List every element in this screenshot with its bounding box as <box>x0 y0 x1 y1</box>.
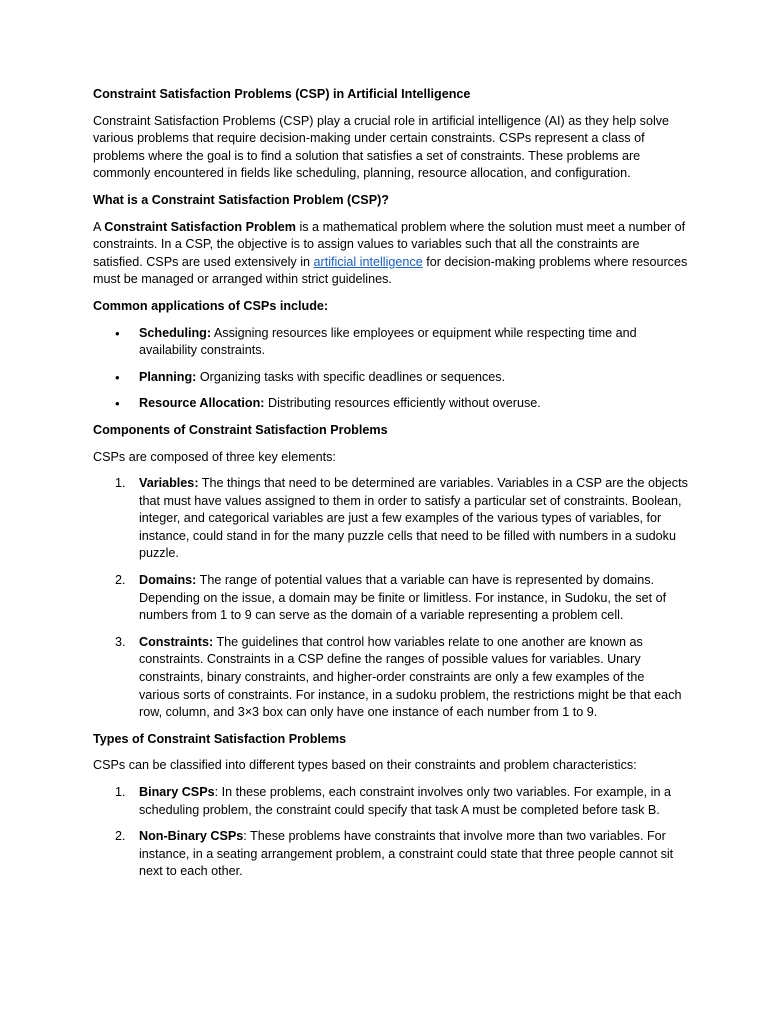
item-text: The things that need to be determined are variables. Variables in a CSP are the objects that must have values assigned to them in order to satisfy a particular set of constraints. Boolean, integer, and categorical variables are just a few examples of the various types of variables, for instance, could stand in for the many puzzle cells that need to be filled with numbers in a sudoku puzzle. <box>139 476 688 561</box>
section-heading-what-is-csp: What is a Constraint Satisfaction Problem (CSP)? <box>93 192 389 207</box>
list-item <box>93 369 688 387</box>
item-term: Binary CSPs <box>139 785 215 799</box>
item-text: Assigning resources like employees or equipment while respecting time and availability constraints. <box>139 325 637 358</box>
item-term: Resource Allocation: <box>139 396 265 411</box>
item-number: 1. <box>115 785 126 799</box>
components-intro: CSPs are composed of three key elements: <box>93 449 336 464</box>
list-item <box>93 784 688 819</box>
item-text: : These problems have constraints that involve more than two variables. For instance, in a seating arrangement problem, a constraint could state that three people cannot sit next to each other. <box>139 829 674 879</box>
bullet-icon: • <box>115 369 120 385</box>
item-term: Domains: <box>139 573 197 588</box>
item-number: 2. <box>115 829 126 844</box>
list-item <box>93 634 688 722</box>
item-term: Planning: <box>139 369 197 384</box>
types-list <box>93 784 688 881</box>
csp-definition-paragraph <box>93 219 688 289</box>
document-title: Constraint Satisfaction Problems (CSP) in Artificial Intelligence <box>93 87 471 101</box>
definition-text: is a mathematical problem where the solution must meet a number of constraints. In a CSP, the objective is to assign values to variables such that all the constraints are satisfied. CSPs are used extensively in <box>93 219 686 269</box>
list-item <box>93 475 688 563</box>
item-text: : In these problems, each constraint involves only two variables. For example, in a scheduling problem, the constraint could specify that task A must be completed before task B. <box>139 785 671 817</box>
item-term: Non-Binary CSPs <box>139 829 244 844</box>
list-item <box>93 395 688 413</box>
components-list <box>93 475 688 722</box>
section-heading-types: Types of Constraint Satisfaction Problems <box>93 731 347 746</box>
list-item <box>93 325 688 360</box>
item-term: Scheduling: <box>139 325 212 340</box>
item-number: 2. <box>115 573 126 588</box>
list-item <box>93 572 688 625</box>
artificial-intelligence-link[interactable]: artificial intelligence <box>313 254 423 269</box>
bullet-icon: • <box>115 396 120 412</box>
item-text: Distributing resources efficiently without overuse. <box>264 396 541 411</box>
item-number: 3. <box>115 634 126 649</box>
definition-prefix: A <box>93 219 105 234</box>
item-text: The range of potential values that a variable can have is represented by domains. Depending on the issue, a domain may be finite or limitless. For instance, in Sudoku, the set of numbers from 1 to 9 can serve as the domain of a variable representing a problem cell. <box>139 573 667 623</box>
intro-paragraph: Constraint Satisfaction Problems (CSP) play a crucial role in artificial intelligence (AI) as they help solve various problems that require decision-making under certain constraints. CSPs represent a class of problems where the goal is to find a solution that satisfies a set of constraints. These problems are commonly encountered in fields like scheduling, planning, resource allocation, and configuration. <box>93 113 670 181</box>
item-term: Constraints: <box>139 634 214 649</box>
types-intro: CSPs can be classified into different types based on their constraints and problem characteristics: <box>93 758 637 773</box>
definition-term: Constraint Satisfaction Problem <box>104 219 296 234</box>
section-heading-applications: Common applications of CSPs include: <box>93 298 329 313</box>
list-item <box>93 828 688 881</box>
item-text: Organizing tasks with specific deadlines or sequences. <box>196 369 506 384</box>
definition-end: for decision-making problems where resources must be managed or arranged within strict guidelines. <box>93 254 688 287</box>
item-term: Variables: <box>139 476 199 491</box>
item-text: The guidelines that control how variables relate to one another are known as constraints. Constraints in a CSP define the ranges of possible values for variables. Unary constraints, binary constraints, and higher-order constraints are only a few examples of the various sorts of constraints. For instance, in a sudoku problem, the restrictions might be that each row, column, and 3×3 box can only have one instance of each number from 1 to 9. <box>139 634 682 720</box>
section-heading-components: Components of Constraint Satisfaction Problems <box>93 422 388 437</box>
bullet-icon: • <box>115 325 120 341</box>
item-number: 1. <box>115 476 126 491</box>
applications-list <box>93 325 688 413</box>
